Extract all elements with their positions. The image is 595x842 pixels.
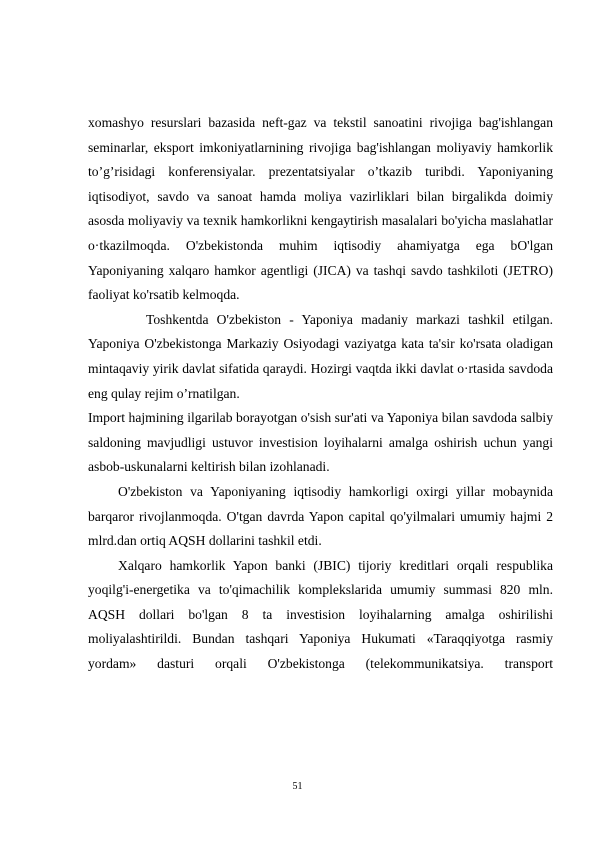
paragraph-seminars: xomashyo resurslari bazasida neft-gaz va tekstil sanoatini rivojiga bag'ishlangan seminarlar, eksport imkoniyatlarnining rivojiga bag'ishlangan moliyaviy hamkorlik to’g’risidagi konferensiyalar. prezentatsiyalar o’tkazib turibdi. Yaponiyaning iqtisodiyot, savdo va sanoat hamda moliya vazirliklari bilan birgalikda doimiy asosda moliyaviy va texnik hamkorlikni kengaytirish masalalari bo'yicha maslahatlar o·tkazilmoqda. O'zbekistonda muhim iqtisodiy ahamiyatga ega bO'lgan Yaponiyaning xalqaro hamkor agentligi (JICA) va tashqi savdo tashkiloti (JETRO) faoliyat ko'rsatib kelmoqda. [88,115,553,303]
paragraph-cultural-center: Toshkentda O'zbekiston - Yaponiya madaniy markazi tashkil etilgan. Yaponiya O'zbekistonga Markaziy Osiyodagi vaziyatga kata ta'sir ko'rsata oladigan mintaqaviy yirik davlat sifatida qaraydi. Hozirgi vaqtda ikki davlat o·rtasida savdoda eng qulay rejim o’rnatilgan. [88,311,553,401]
paragraph-import: Import hajmining ilgarilab borayotgan o'sish sur'ati va Yaponiya bilan savdoda salbiy saldoning mavjudligi ustuvor investision loyihalarni amalga oshirish uchun yangi asbob-uskunalarni keltirish bilan izohlanadi. [88,410,553,475]
paragraph-jbic-credits: Xalqaro hamkorlik Yapon banki (JBIC) tijoriy kreditlari orqali respublika yoqilg'i-energetika va to'qimachilik komplekslarida umumiy summasi 820 mln. AQSH dollari bo'lgan 8 ta investision loyihalarning amalga oshirilishi moliyalashtirildi. Bundan tashqari Yaponiya Hukumati «Taraqqiyotga rasmiy yordam» dasturi orqali O'zbekistonga (telekommunikatsiya. transport [88,557,553,672]
page-number: 51 [292,781,303,792]
paragraph-economic-cooperation: O'zbekiston va Yaponiyaning iqtisodiy hamkorligi oxirgi yillar mobaynida barqaror rivojlanmoqda. O'tgan davrda Yapon capital qo'yilmalari umumiy hajmi 2 mlrd.dan ortiq AQSH dollarini tashkil etdi. [88,483,553,549]
body-text [88,111,553,677]
